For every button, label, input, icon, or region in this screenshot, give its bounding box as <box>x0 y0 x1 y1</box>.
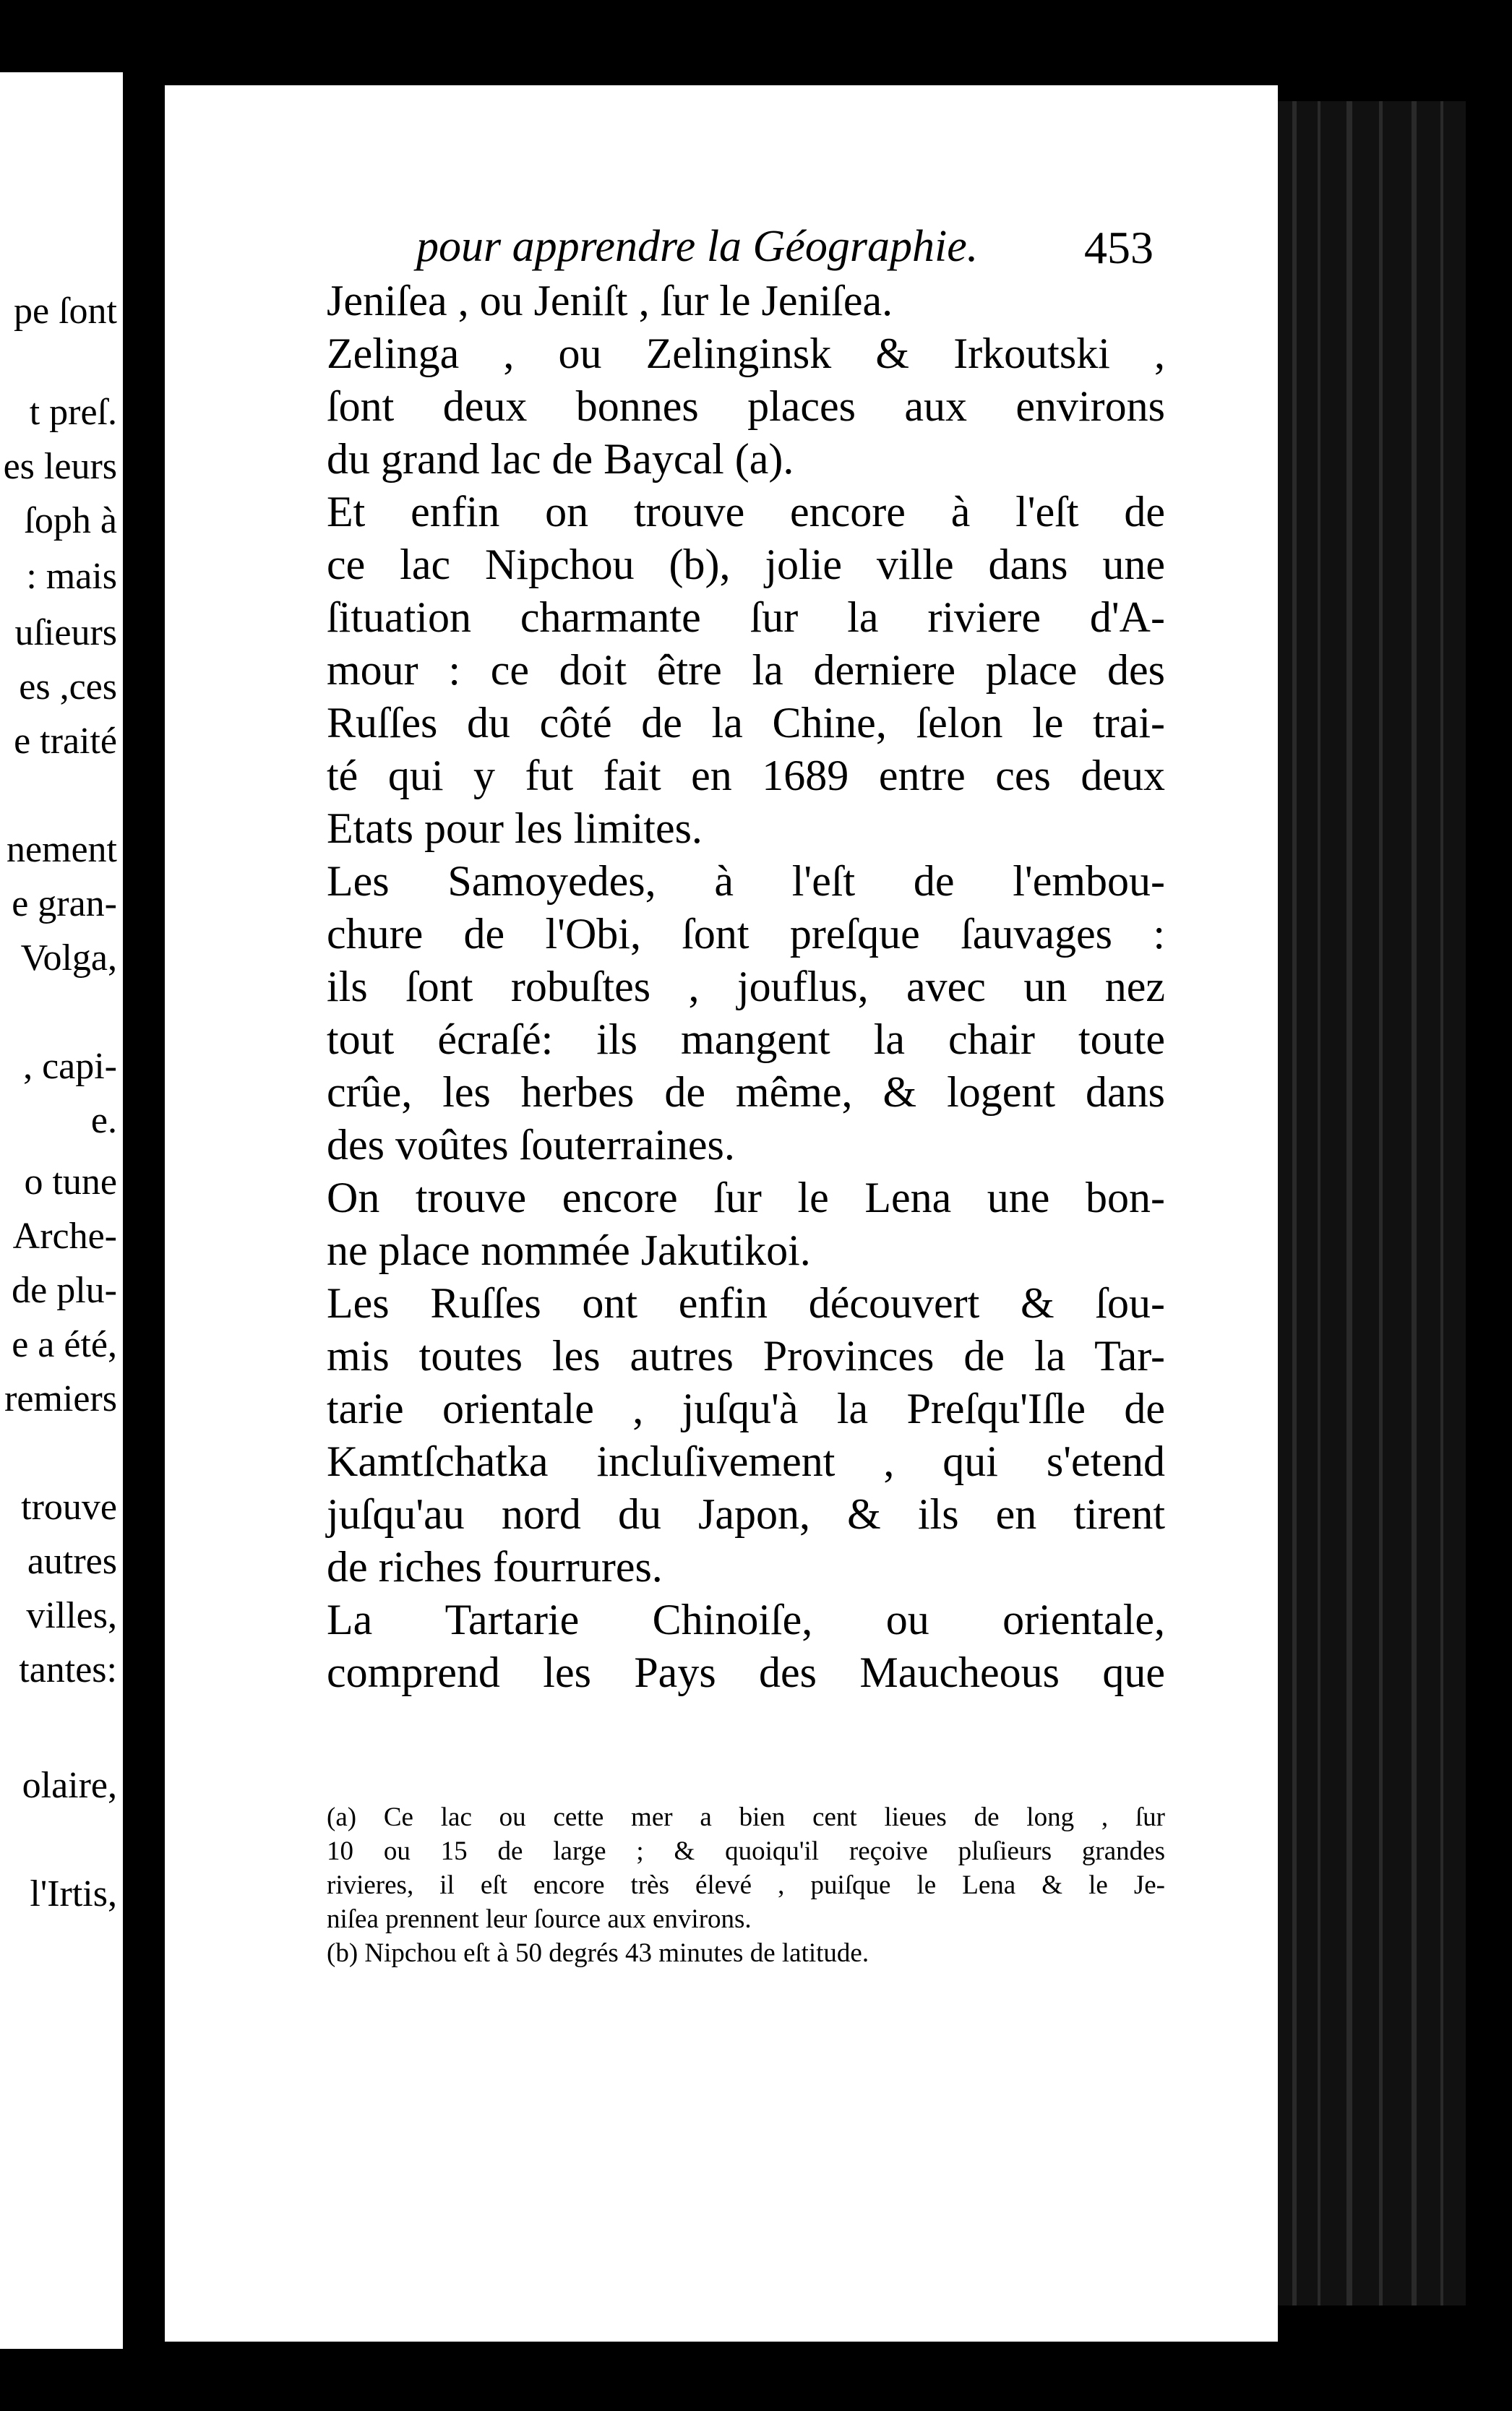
left-fragment: es leurs <box>3 446 117 487</box>
left-fragment: e a été, <box>12 1324 117 1365</box>
book-page <box>165 85 1278 2342</box>
left-fragment: : mais <box>26 556 117 597</box>
left-fragment: nement <box>6 829 117 870</box>
left-fragment: villes, <box>26 1595 117 1636</box>
text-line: La Tartarie Chinoiſe, ou orientale, <box>327 1596 1165 1643</box>
left-fragment: de plu- <box>12 1270 117 1311</box>
page-number: 453 <box>1084 222 1154 273</box>
left-fragment: olaire, <box>22 1765 117 1806</box>
text-line: Jeniſea , ou Jeniſt , ſur le Jeniſea. <box>327 277 893 325</box>
text-line: Les Samoyedes, à l'eſt de l'embou- <box>327 857 1165 905</box>
footnote-line: rivieres, il eſt encore très élevé , puiſque le Lena & le Je- <box>327 1870 1165 1900</box>
text-line: té qui y fut fait en 1689 entre ces deux <box>327 752 1165 799</box>
page-edge-stripe <box>1440 101 1443 2305</box>
text-line: Kamtſchatka incluſivement , qui s'etend <box>327 1437 1165 1485</box>
running-head: pour apprendre la Géographie. <box>416 222 979 271</box>
footnote-line: niſea prennent leur ſource aux environs. <box>327 1904 752 1934</box>
page-edge-stripe <box>1379 101 1383 2305</box>
text-line: ils ſont robuſtes , jouflus, avec un nez <box>327 963 1165 1010</box>
page-edge-stripe <box>1346 101 1352 2305</box>
text-line: du grand lac de Baycal (a). <box>327 435 794 483</box>
left-fragment: o tune <box>24 1161 117 1203</box>
left-fragment: uſieurs <box>14 612 117 653</box>
left-fragment: , capi- <box>23 1046 117 1087</box>
page-edge-stripe <box>1318 101 1320 2305</box>
left-fragment: t preſ. <box>29 392 117 433</box>
book-gutter <box>123 0 166 2411</box>
text-line: ne place nommée Jakutikoi. <box>327 1226 811 1274</box>
left-fragment: e. <box>90 1100 117 1141</box>
page-edge-stripe <box>1412 101 1417 2305</box>
text-line: juſqu'au nord du Japon, & ils en tirent <box>327 1490 1165 1538</box>
text-line: crûe, les herbes de même, & logent dans <box>327 1068 1165 1116</box>
text-line: mour : ce doit être la derniere place des <box>327 646 1165 694</box>
left-page-margin <box>0 72 123 2349</box>
text-line: Zelinga , ou Zelinginsk & Irkoutski , <box>327 330 1165 377</box>
text-line: ce lac Nipchou (b), jolie ville dans une <box>327 541 1165 588</box>
left-fragment: remiers <box>4 1378 117 1419</box>
left-fragment: es ,ces <box>19 666 117 708</box>
left-fragment: ſoph à <box>24 500 117 541</box>
text-line: Les Ruſſes ont enfin découvert & ſou- <box>327 1279 1165 1327</box>
text-line: comprend les Pays des Maucheous que <box>327 1649 1165 1696</box>
left-fragment: tantes: <box>19 1649 117 1690</box>
text-line: Et enfin on trouve encore à l'eſt de <box>327 488 1165 536</box>
text-line: Ruſſes du côté de la Chine, ſelon le trai- <box>327 699 1165 747</box>
text-line: chure de l'Obi, ſont preſque ſauvages : <box>327 910 1165 958</box>
left-fragment: e traité <box>14 721 117 762</box>
text-line: On trouve encore ſur le Lena une bon- <box>327 1174 1165 1221</box>
footnote-line: (a) Ce lac ou cette mer a bien cent lieues de long , ſur <box>327 1802 1165 1832</box>
left-fragment: Volga, <box>20 937 117 979</box>
text-line: ſont deux bonnes places aux environs <box>327 382 1165 430</box>
left-fragment: e gran- <box>12 883 117 924</box>
text-line: tarie orientale , juſqu'à la Preſqu'Iſle de <box>327 1385 1165 1432</box>
footnote-line: (b) Nipchou eſt à 50 degrés 43 minutes de latitude. <box>327 1938 869 1968</box>
footnote-line: 10 ou 15 de large ; & quoiqu'il reçoive pluſieurs grandes <box>327 1836 1165 1866</box>
left-fragment: l'Irtis, <box>30 1873 117 1914</box>
page-edges <box>1278 101 1466 2305</box>
left-fragment: Arche- <box>12 1216 117 1257</box>
left-fragment: trouve <box>21 1487 117 1528</box>
left-fragment: pe ſont <box>14 291 117 332</box>
left-fragment: autres <box>27 1541 117 1582</box>
page-edge-stripe <box>1292 101 1297 2305</box>
text-line: Etats pour les limites. <box>327 804 703 852</box>
text-line: ſituation charmante ſur la riviere d'A- <box>327 593 1165 641</box>
text-line: tout écraſé: ils mangent la chair toute <box>327 1015 1165 1063</box>
text-line: mis toutes les autres Provinces de la Tar- <box>327 1332 1165 1380</box>
text-line: de riches fourrures. <box>327 1543 663 1591</box>
text-line: des voûtes ſouterraines. <box>327 1121 735 1169</box>
